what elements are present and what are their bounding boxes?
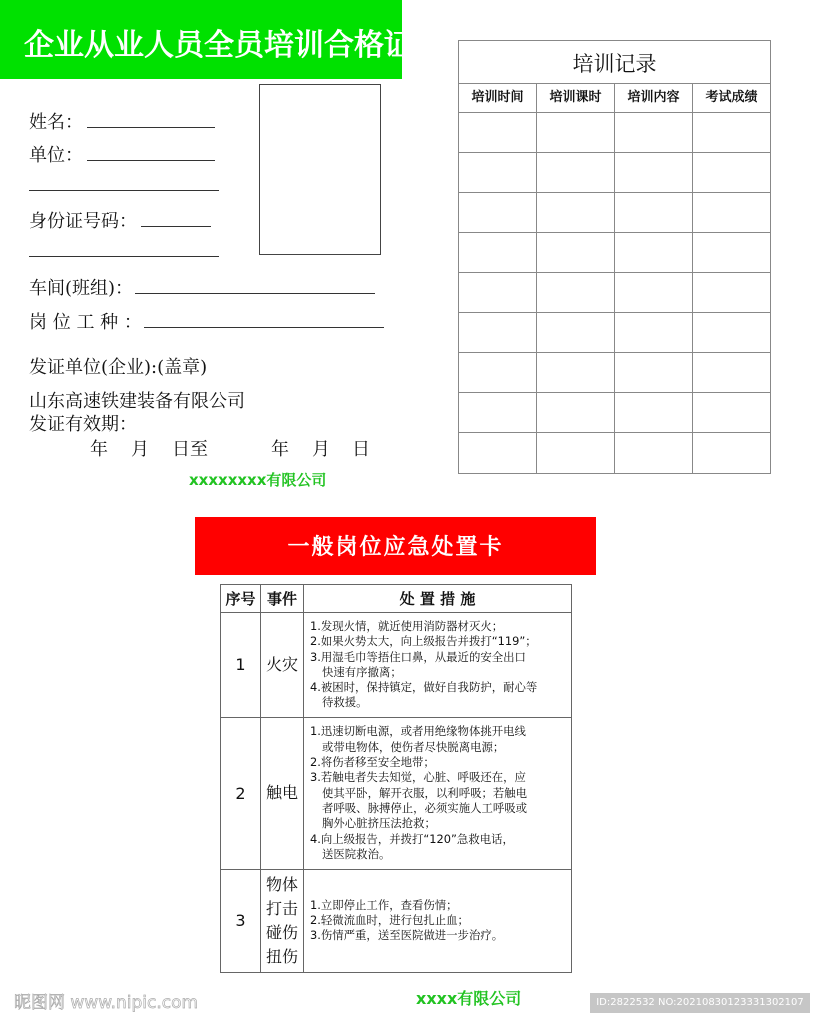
measure-line: 快速有序撤离； [322, 664, 402, 679]
field-unit-line-2[interactable] [29, 190, 219, 191]
measure-line: 3.用湿毛巾等捂住口鼻，从最近的安全出口 [310, 649, 526, 664]
training-record-cell[interactable] [693, 353, 770, 392]
field-workshop [29, 274, 375, 300]
training-record-cell[interactable] [693, 393, 770, 432]
header-event: 事件 [261, 585, 304, 613]
issuer-name: 山东高速铁建装备有限公司 [29, 391, 245, 412]
training-record-cell[interactable] [537, 433, 615, 473]
training-record-cell[interactable] [693, 153, 770, 192]
event-text: 火灾 [265, 654, 298, 674]
emergency-row-no: 2 [221, 717, 261, 869]
column-header: 培训课时 [537, 83, 615, 112]
field-name-label: 姓名： [29, 112, 83, 133]
training-record-cell[interactable] [459, 313, 537, 352]
validity-year-2: 年 [271, 439, 289, 460]
emergency-row [221, 613, 572, 718]
training-record-cell[interactable] [693, 273, 770, 312]
emergency-row-event [261, 869, 304, 972]
certificate-company: xxxxxxxx有限公司 [189, 471, 327, 489]
field-id-number-label: 身份证号码： [29, 211, 137, 232]
certificate-title-banner [0, 0, 414, 79]
training-record-cell[interactable] [615, 153, 693, 192]
training-record-cell[interactable] [615, 233, 693, 272]
training-record-cell[interactable] [693, 233, 770, 272]
measure-line: 待救援。 [322, 695, 368, 710]
header-no: 序号 [221, 585, 261, 613]
event-text: 打击 [265, 898, 298, 918]
emergency-row-event [261, 717, 304, 869]
watermark-site: 昵图网 www.nipic.com [14, 993, 199, 1013]
watermark-id: ID:2822532 NO:20210830123331302107 [590, 993, 810, 1013]
validity-year-1: 年 [90, 439, 108, 460]
measure-line: 或带电物体，使伤者尽快脱离电源； [322, 739, 505, 754]
training-record-row [459, 233, 770, 273]
field-name-line[interactable] [87, 126, 215, 128]
training-record-row [459, 313, 770, 353]
emergency-table [220, 584, 572, 973]
emergency-table-header [221, 585, 572, 613]
measure-line: 1.立即停止工作，查看伤情； [310, 897, 458, 912]
emergency-card-title: 一般岗位应急处置卡 [287, 535, 504, 560]
training-record-cell[interactable] [693, 433, 770, 473]
training-record-table [458, 40, 771, 474]
measure-line: 2.将伤者移至安全地带； [310, 755, 435, 770]
field-unit-label: 单位： [29, 145, 83, 166]
training-record-cell[interactable] [615, 273, 693, 312]
training-record-cell[interactable] [693, 193, 770, 232]
emergency-row-no: 1 [221, 613, 261, 718]
emergency-row-event [261, 613, 304, 718]
validity-day-to: 日至 [172, 439, 208, 460]
training-record-cell[interactable] [537, 113, 615, 152]
validity-month-1: 月 [131, 439, 149, 460]
training-record-cell[interactable] [615, 113, 693, 152]
training-record-cell[interactable] [537, 193, 615, 232]
field-job-type-label: 岗 位 工 种 ： [29, 312, 142, 333]
column-header: 考试成绩 [705, 90, 758, 105]
measure-line: 者呼吸、脉搏停止，必须实施人工呼吸或 [322, 800, 528, 815]
measure-line: 3.若触电者失去知觉，心脏、呼吸还在，应 [310, 770, 526, 785]
column-header: 培训时间 [459, 83, 537, 112]
training-record-cell[interactable] [615, 313, 693, 352]
training-record-cell[interactable] [459, 433, 537, 473]
training-record-cell[interactable] [459, 113, 537, 152]
training-record-cell[interactable] [459, 353, 537, 392]
training-record-cell[interactable] [459, 273, 537, 312]
measure-line: 胸外心脏挤压法抢救； [322, 816, 436, 831]
event-text: 扭伤 [265, 946, 298, 966]
measure-line: 2.轻微流血时，进行包扎止血； [310, 913, 469, 928]
training-record-cell[interactable] [615, 353, 693, 392]
measure-line: 1.发现火情，就近使用消防器材灭火； [310, 619, 504, 633]
validity-day-2: 日 [352, 439, 370, 460]
training-record-cell[interactable] [615, 193, 693, 232]
field-id-number-line-2[interactable] [29, 256, 219, 257]
emergency-row-measures [304, 613, 572, 718]
training-record-cell[interactable] [459, 233, 537, 272]
measure-line: 4.向上级报告，并拨打“120”急救电话， [310, 831, 514, 846]
training-record-cell[interactable] [459, 393, 537, 432]
field-workshop-label: 车间(班组)： [29, 278, 134, 299]
certificate-title: 企业从业人员全员培训合格证 [24, 28, 414, 63]
measure-line: 1.迅速切断电源，或者用绝缘物体挑开电线 [310, 724, 526, 739]
field-job-type-line[interactable] [144, 326, 384, 328]
field-unit [29, 141, 215, 167]
photo-placeholder [259, 84, 381, 255]
training-record-cell[interactable] [693, 313, 770, 352]
training-record-grid [459, 83, 770, 473]
training-record-cell[interactable] [537, 233, 615, 272]
measure-line: 4.被困时，保持镇定，做好自我防护，耐心等 [310, 680, 538, 695]
field-job-type [29, 308, 384, 334]
field-unit-line[interactable] [87, 159, 215, 161]
training-record-row [459, 433, 770, 473]
measure-line: 2.如果火势太大，向上级报告并拨打“119”； [310, 634, 537, 649]
event-text: 物体 [265, 874, 298, 894]
field-name [29, 108, 215, 134]
training-record-title: 培训记录 [459, 41, 770, 84]
training-record-header-row [459, 83, 770, 113]
emergency-row-measures [304, 869, 572, 972]
measure-line: 3.伤情严重，送至医院做进一步治疗。 [310, 928, 504, 943]
field-id-number-line[interactable] [141, 225, 211, 227]
measure-line: 使其平卧，解开衣服，以利呼吸；若触电 [322, 785, 528, 800]
header-measures: 处 置 措 施 [304, 585, 572, 613]
field-id-number [29, 207, 211, 233]
emergency-row-measures [304, 717, 572, 869]
training-record-cell[interactable] [537, 353, 615, 392]
training-record-cell[interactable] [459, 153, 537, 192]
training-record-cell[interactable] [693, 113, 770, 152]
training-record-cell[interactable] [537, 393, 615, 432]
emergency-row [221, 717, 572, 869]
training-record-cell[interactable] [537, 313, 615, 352]
column-header: 培训内容 [615, 83, 693, 112]
validity-month-2: 月 [312, 439, 330, 460]
emergency-card-banner [195, 517, 596, 575]
training-record-row [459, 353, 770, 393]
event-text: 碰伤 [265, 922, 298, 942]
training-record-row [459, 153, 770, 193]
measure-line: 送医院救治。 [322, 846, 391, 861]
training-record-row [459, 193, 770, 233]
training-record-row [459, 393, 770, 433]
training-record-cell[interactable] [459, 193, 537, 232]
event-text: 触电 [265, 783, 298, 803]
training-record-row [459, 273, 770, 313]
issuer-label: 发证单位(企业):(盖章) [29, 357, 208, 378]
training-record-cell[interactable] [615, 433, 693, 473]
training-record-cell[interactable] [615, 393, 693, 432]
validity-dates [90, 435, 390, 459]
training-record-cell[interactable] [537, 153, 615, 192]
training-record-row [459, 113, 770, 153]
field-workshop-line[interactable] [135, 292, 375, 294]
emergency-row-no: 3 [221, 869, 261, 972]
emergency-row [221, 869, 572, 972]
training-record-cell[interactable] [537, 273, 615, 312]
emergency-card-company: xxxx有限公司 [416, 989, 522, 1008]
validity-label: 发证有效期： [29, 414, 137, 435]
